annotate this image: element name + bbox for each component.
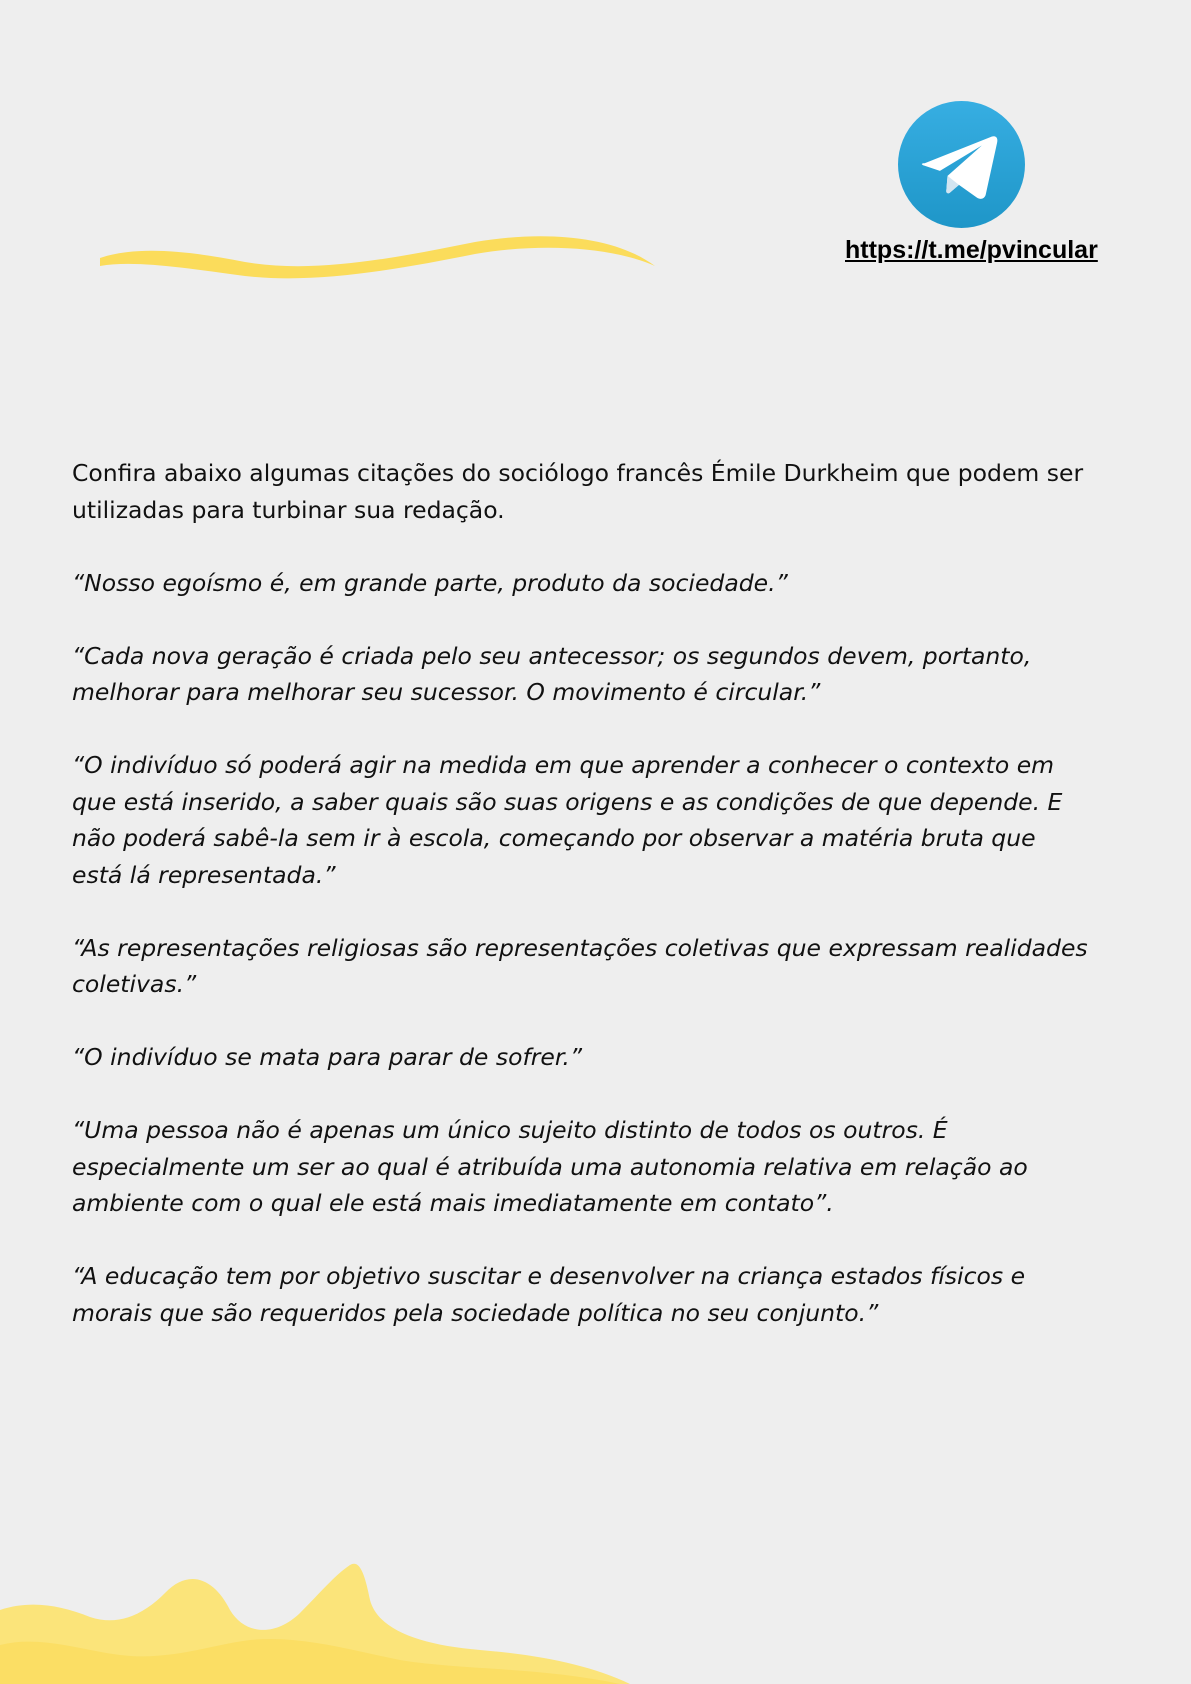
telegram-link[interactable]: https://t.me/pvincular [845,236,1098,264]
quote-paragraph: “Nosso egoísmo é, em grande parte, produto da sociedade.” [72,568,788,597]
telegram-icon[interactable] [898,101,1025,228]
quote-paragraph: “O indivíduo se mata para parar de sofrer.” [72,1043,583,1071]
quote-paragraph: “A educação tem por objetivo suscitar e desenvolver na criança estados físicos e morais que são requeridos pela sociedade política no seu conjunto.” [72,1262,1026,1327]
document-body [72,455,1092,1368]
intro-paragraph: Confira abaixo algumas citações do sociólogo francês Émile Durkheim que podem ser utilizadas para turbinar sua redação. [72,459,1084,524]
quote-paragraph: “O indivíduo só poderá agir na medida em que aprender a conhecer o contexto em que está inserido, a saber quais são suas origens e as condições de que depende. E não poderá sabê-la sem ir à escola, começando por observar a matéria bruta que está lá representada.” [72,751,1063,889]
quote-paragraph: “As representações religiosas são representações coletivas que expressam realidades coletivas.” [72,933,1088,998]
quote-paragraph: “Cada nova geração é criada pelo seu antecessor; os segundos devem, portanto, melhorar para melhorar seu sucessor. O movimento é circular.” [72,641,1032,706]
yellow-brush-stroke [95,228,655,288]
quote-paragraph: “Uma pessoa não é apenas um único sujeito distinto de todos os outros. É especialmente um ser ao qual é atribuída uma autonomia relativa em relação ao ambiente com o qual ele está mais imediatamente em contato”. [72,1116,1028,1217]
yellow-wave-decoration [0,1555,640,1684]
